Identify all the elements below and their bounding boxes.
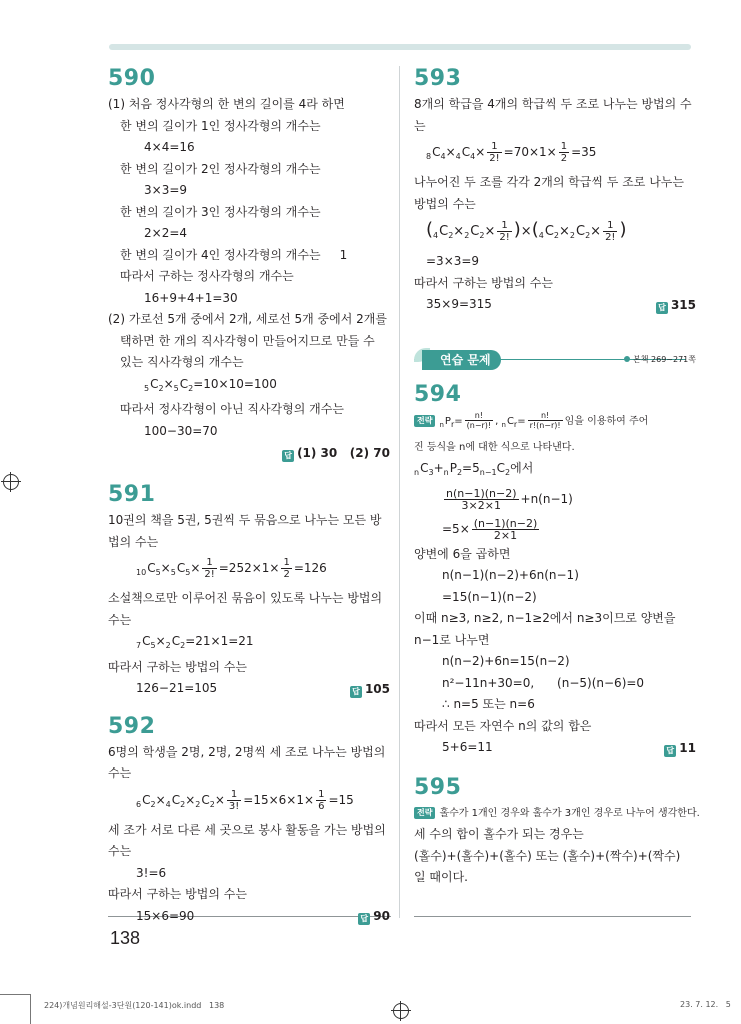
fraction: $\frac{1}{2!}$ <box>499 220 510 243</box>
fraction: $\frac{1}{2!}$ <box>605 220 616 243</box>
answer-icon: 답 <box>282 450 294 462</box>
text-line: 따라서 정사각형이 아닌 직사각형의 개수는 <box>120 402 344 416</box>
math-text: =15 <box>328 792 354 807</box>
answer-value: 315 <box>670 297 696 312</box>
math-line: $_5C_2\times_5C_2=10\times 10=100$ <box>144 376 277 393</box>
fraction: $\frac{1}{2}$ <box>283 557 290 580</box>
text-line: 따라서 구하는 정사각형의 개수는 <box>120 269 294 283</box>
formula-line: =5× $\frac{(n-1)(n-2)}{2\times 1}$ <box>442 516 538 542</box>
math-line: 100−30=70 <box>144 423 218 438</box>
answer-value: 90 <box>373 909 390 923</box>
math-line: 5+6=11 <box>442 740 493 754</box>
text-line: 이때 n≥3, n≥2, n−1≥2에서 n≥3이므로 양변을 <box>414 611 676 625</box>
text-line: 한 변의 길이가 4인 정사각형의 개수는 1 <box>120 247 348 262</box>
math-line: =15(n−1)(n−2) <box>442 589 537 604</box>
fraction: $\frac{n!}{(n-r)!}$ <box>466 411 492 430</box>
text-line: 방법의 수는 <box>414 196 476 211</box>
text-line: 6명의 학생을 2명, 2명, 2명씩 세 조로 나누는 방법의 <box>108 744 386 759</box>
math-line: n(n−1)(n−2)+6n(n−1) <box>442 568 579 582</box>
hint-text: 임을 이용하여 주어 <box>564 415 649 427</box>
math-text: =126 <box>293 561 327 575</box>
problem-592 <box>108 714 390 928</box>
math-text: =10×10=100 <box>193 376 277 391</box>
text-line: (홀수)+(홀수)+(홀수) 또는 (홀수)+(짝수)+(짝수) <box>414 848 681 863</box>
fraction: $\frac{1}{3!}$ <box>228 788 240 812</box>
problem-number: 592 <box>108 713 156 739</box>
formula-line: $\frac{n(n-1)(n-2)}{3\times 2\times 1}$ +n(n−1) <box>446 486 573 512</box>
registration-mark-icon <box>3 474 19 490</box>
fraction: $\frac{1}{2}$ <box>560 141 568 164</box>
crop-mark <box>30 994 31 1024</box>
problem-number: 590 <box>108 66 156 91</box>
formula-line: ($_4C_2\times_2C_2\times$ $\frac{1}{2!}$ )$\times(_4C_2\times_2C_2\times$ $\frac{1}{2!}$ ) <box>426 219 627 243</box>
problem-number: 591 <box>108 482 156 507</box>
answer-icon: 답 <box>664 745 676 757</box>
text-line: (2) 가로선 5개 중에서 2개, 세로선 5개 중에서 2개를 <box>108 312 387 326</box>
answer-icon: 답 <box>656 302 668 314</box>
math-line: $_nC_3+_nP_2=5_{n-1}C_2$에서 <box>414 461 534 477</box>
text-line: 수는 <box>108 766 132 780</box>
header-bar <box>109 44 691 50</box>
text-line: 있는 직사각형의 개수는 <box>120 355 244 369</box>
text-line: 따라서 모든 자연수 n의 값의 합은 <box>414 718 592 733</box>
answer-icon: 답 <box>350 686 362 698</box>
fraction: $\frac{1}{6}$ <box>318 788 325 812</box>
math-line: 126−21=105 <box>136 681 218 695</box>
math-line: 16+9+4+1=30 <box>144 290 238 305</box>
problem-595 <box>414 774 700 889</box>
footer-file: 224)개념원리해설-3단원(120-141)ok.indd 138 <box>44 1001 225 1010</box>
text-line: n−1로 나누면 <box>414 632 490 647</box>
banner-ref <box>624 354 696 366</box>
answer-value: 105 <box>364 681 390 696</box>
text-line: 세 수의 합이 홀수가 되는 경우는 <box>414 827 584 841</box>
right-column <box>414 66 700 889</box>
text-line: 한 변의 길이가 3인 정사각형의 개수는 <box>120 204 321 219</box>
banner-title: 연습 문제 <box>422 350 501 370</box>
math-line: 3×3=9 <box>144 183 188 197</box>
hint-text: 진 등식을 n에 대한 식으로 나타낸다. <box>414 441 575 453</box>
math-text: =15×6×1× <box>243 792 315 807</box>
crop-mark <box>0 994 30 995</box>
registration-mark-icon <box>393 1003 409 1019</box>
text-line: 소설책으로만 이루어진 묶음이 있도록 나누는 방법의 <box>108 591 383 605</box>
text-line: (1) 처음 정사각형의 한 변의 길이를 4라 하면 <box>108 97 345 111</box>
page-number: 138 <box>110 928 141 948</box>
problem-591 <box>108 482 390 700</box>
math-line: 35×9=315 <box>426 297 492 311</box>
text-line: 는 <box>414 118 426 133</box>
math-line: 2×2=4 <box>144 226 188 240</box>
problem-593 <box>414 66 696 316</box>
math-line: n²−11n+30=0, (n−5)(n−6)=0 <box>442 675 645 690</box>
answer-value: 11 <box>679 740 696 755</box>
problem-590 <box>108 66 390 464</box>
fraction: $\frac{(n-1)(n-2)}{2\times 1}$ <box>473 516 538 542</box>
hint-text: 홀수가 1개인 경우와 홀수가 3개인 경우로 나누어 생각한다. <box>439 807 700 819</box>
text-line: 수는 <box>108 612 132 627</box>
text-line: 양변에 6을 곱하면 <box>414 546 511 561</box>
math-line: 4×4=16 <box>144 140 195 154</box>
math-line: 3!=6 <box>136 865 167 880</box>
footer-date: 23. 7. 12. 5 <box>680 1000 731 1009</box>
hint-line <box>414 803 700 825</box>
text-line: 따라서 구하는 방법의 수는 <box>414 275 553 290</box>
math-line: n(n−2)+6n=15(n−2) <box>442 654 570 668</box>
practice-banner <box>414 350 696 372</box>
text-line: 일 때이다. <box>414 870 468 884</box>
answer <box>108 442 390 464</box>
formula-line: $_{10}C_5\times_5C_5\times$ $\frac{1}{2!}$ =252×1× $\frac{1}{2}$ =126 <box>136 557 327 580</box>
math-text: =70×1× <box>503 145 557 159</box>
math-line: $_7C_5\times_2C_2=21\times 1=21$ <box>136 634 254 650</box>
text-line: 택하면 한 개의 직사각형이 만들어지므로 만들 수 <box>120 333 375 348</box>
problem-594 <box>414 382 696 759</box>
math-line: 15×6=90 <box>136 908 195 923</box>
math-text: =35 <box>571 145 597 159</box>
text-line: 나누어진 두 조를 각각 2개의 학급씩 두 조로 나누는 <box>414 175 684 189</box>
problem-number: 595 <box>414 774 462 800</box>
fraction: $\frac{n(n-1)(n-2)}{3\times 2\times 1}$ <box>446 486 517 512</box>
left-column <box>108 66 390 927</box>
tactic-badge: 전략 <box>414 415 435 427</box>
formula-line: $_6C_2\times_4C_2\times_2C_2\times$ $\frac{1}{3!}$ =15×6×1× $\frac{1}{6}$ =15 <box>136 788 354 812</box>
math-line: =3×3=9 <box>426 254 480 268</box>
fraction: $\frac{n!}{r!(n-r)!}$ <box>529 411 561 430</box>
tactic-badge: 전략 <box>414 807 435 819</box>
fraction: $\frac{1}{2!}$ <box>204 557 215 580</box>
answer-value: (1) 30 (2) 70 <box>297 446 390 460</box>
math-line: ∴ n=5 또는 n=6 <box>442 697 535 711</box>
banner-ref-text: 본책 269~271쪽 <box>633 354 696 364</box>
text-line: 한 변의 길이가 2인 정사각형의 개수는 <box>120 161 321 176</box>
math-text: 에서 <box>510 461 534 475</box>
problem-number: 594 <box>414 381 462 407</box>
text-line: 10권의 책을 5권, 5권씩 두 묶음으로 나누는 모든 방 <box>108 513 382 527</box>
hint-line: 전략 $_nP_r=$ $\frac{n!}{(n-r)!}$ , $_nC_r=$ $\frac{n!}{r!(n-r)!}$ 임을 이용하여 주어 <box>414 410 696 437</box>
problem-number: 593 <box>414 66 462 91</box>
text-line: 따라서 구하는 방법의 수는 <box>108 887 247 901</box>
text-line: 따라서 구하는 방법의 수는 <box>108 659 247 674</box>
fraction: $\frac{1}{2!}$ <box>489 141 500 164</box>
text-line: 법의 수는 <box>108 534 159 549</box>
column-divider <box>399 66 400 918</box>
text-line: 세 조가 서로 다른 세 곳으로 봉사 활동을 가는 방법의 <box>108 822 386 837</box>
text-line: 수는 <box>108 844 132 858</box>
bottom-rule-right <box>414 916 691 917</box>
text-line: 8개의 학급을 4개의 학급씩 두 조로 나누는 방법의 수 <box>414 97 692 111</box>
text-line: 한 변의 길이가 1인 정사각형의 개수는 <box>120 118 321 133</box>
bullet-icon <box>624 356 630 362</box>
answer-icon: 답 <box>358 913 370 925</box>
math-text: =21×1=21 <box>185 634 254 648</box>
math-text: =252×1× <box>218 561 280 575</box>
formula-line: $_8C_4\times_4C_4\times$ $\frac{1}{2!}$ =70×1× $\frac{1}{2}$ =35 <box>426 141 597 164</box>
